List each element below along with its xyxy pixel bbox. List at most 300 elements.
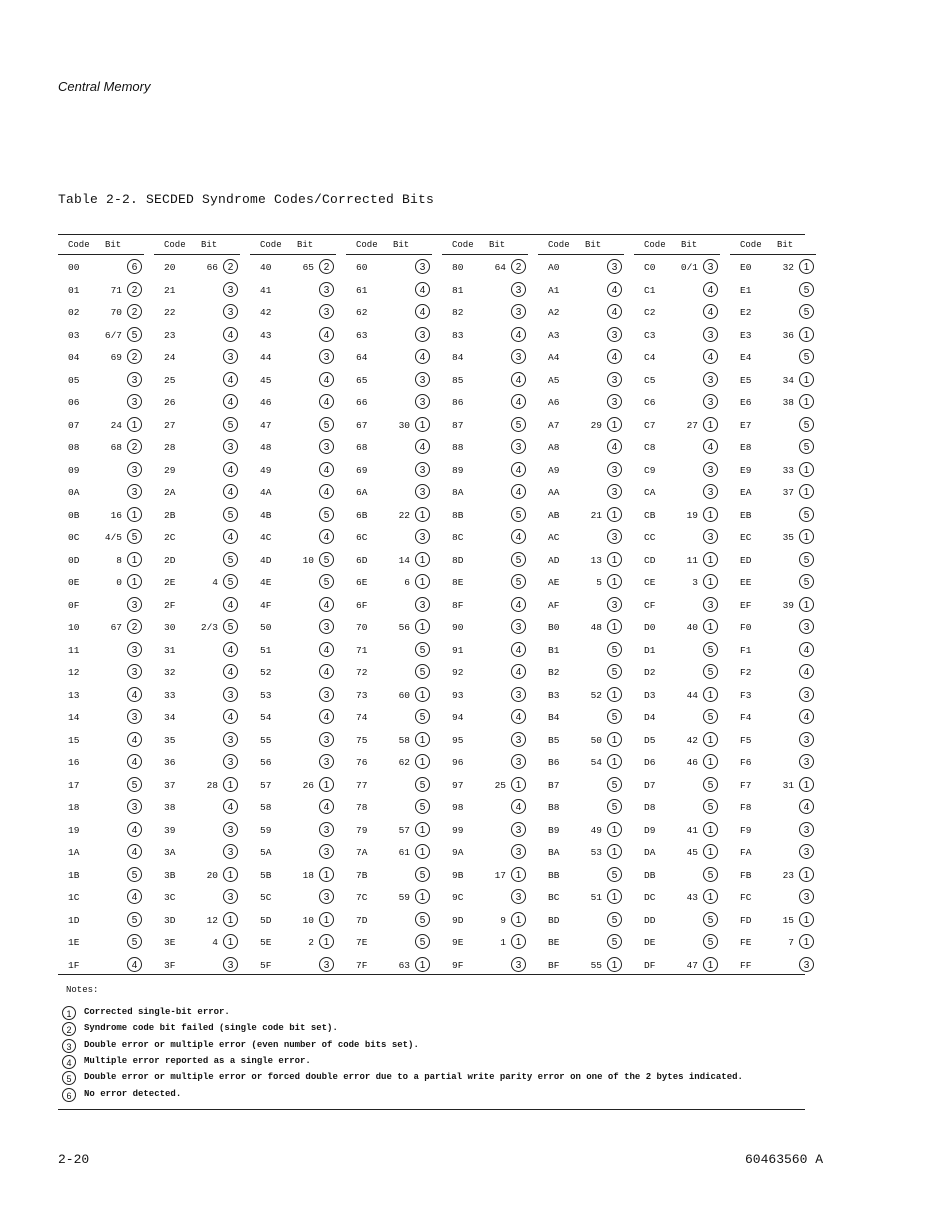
syndrome-code: 12 bbox=[68, 667, 80, 678]
code-header: Code bbox=[452, 240, 474, 250]
syndrome-code: 5F bbox=[260, 959, 272, 971]
syndrome-code: A4 bbox=[548, 352, 560, 363]
syndrome-code: E1 bbox=[740, 284, 752, 296]
note-reference: 5 bbox=[127, 934, 142, 949]
table-row bbox=[442, 731, 528, 754]
syndrome-code: F1 bbox=[740, 644, 752, 656]
note-reference: 3 bbox=[607, 259, 622, 274]
syndrome-code: CD bbox=[644, 554, 656, 566]
corrected-bit: 27 bbox=[686, 419, 698, 431]
syndrome-code: 4C bbox=[260, 532, 272, 543]
table-row bbox=[58, 528, 144, 551]
note-reference: 5 bbox=[415, 799, 430, 814]
page-number: 2-20 bbox=[58, 1152, 90, 1167]
syndrome-code: 93 bbox=[452, 689, 464, 701]
note-reference: 3 bbox=[319, 732, 334, 747]
syndrome-code: 19 bbox=[68, 824, 80, 836]
corrected-bit: 6/7 bbox=[104, 329, 122, 341]
syndrome-code: ED bbox=[740, 554, 752, 566]
column-header bbox=[346, 238, 432, 255]
table-row bbox=[730, 911, 816, 934]
table-row bbox=[442, 528, 528, 551]
table-row bbox=[730, 416, 816, 439]
note-reference: 1 bbox=[415, 844, 430, 859]
note-reference: 1 bbox=[127, 417, 142, 432]
table-row bbox=[346, 326, 432, 349]
table-row bbox=[346, 753, 432, 776]
table-row bbox=[538, 843, 624, 866]
syndrome-code: EF bbox=[740, 599, 752, 611]
corrected-bit: 4/5 bbox=[104, 532, 122, 543]
syndrome-code: 48 bbox=[260, 442, 272, 453]
table-row bbox=[634, 888, 720, 911]
note-reference: 3 bbox=[223, 957, 238, 972]
corrected-bit: 65 bbox=[302, 262, 314, 273]
syndrome-code: DA bbox=[644, 847, 656, 858]
syndrome-code: CE bbox=[644, 577, 656, 588]
syndrome-code: 83 bbox=[452, 329, 464, 341]
table-row bbox=[250, 911, 336, 934]
table-row bbox=[634, 618, 720, 641]
note-reference: 3 bbox=[607, 462, 622, 477]
syndrome-code: 71 bbox=[356, 644, 368, 656]
note-reference: 5 bbox=[319, 552, 334, 567]
syndrome-code: 1D bbox=[68, 914, 80, 926]
note-reference: 1 bbox=[703, 552, 718, 567]
syndrome-code: 85 bbox=[452, 374, 464, 386]
note-reference: 5 bbox=[415, 912, 430, 927]
syndrome-code: 5A bbox=[260, 847, 272, 858]
note-reference: 3 bbox=[511, 619, 526, 634]
table-row bbox=[58, 596, 144, 619]
note-reference: 3 bbox=[415, 327, 430, 342]
syndrome-code: E4 bbox=[740, 352, 752, 363]
syndrome-code: 6A bbox=[356, 487, 368, 498]
syndrome-code: 01 bbox=[68, 284, 80, 296]
syndrome-code: F8 bbox=[740, 802, 752, 813]
table-row bbox=[730, 371, 816, 394]
syndrome-code: 23 bbox=[164, 329, 176, 341]
note-reference: 1 bbox=[319, 867, 334, 882]
corrected-bit: 0 bbox=[116, 577, 122, 588]
syndrome-code: 55 bbox=[260, 734, 272, 746]
syndrome-code: 18 bbox=[68, 802, 80, 813]
note-reference: 4 bbox=[415, 439, 430, 454]
table-row bbox=[58, 708, 144, 731]
note-reference: 1 bbox=[799, 777, 814, 792]
table-row bbox=[730, 281, 816, 304]
corrected-bit: 32 bbox=[782, 262, 794, 273]
table-row bbox=[154, 326, 240, 349]
syndrome-code: 0D bbox=[68, 554, 80, 566]
note-reference: 1 bbox=[319, 912, 334, 927]
table-row bbox=[58, 416, 144, 439]
bit-header: Bit bbox=[681, 240, 698, 250]
syndrome-code: 68 bbox=[356, 442, 368, 453]
note-reference: 5 bbox=[703, 642, 718, 657]
syndrome-code: 61 bbox=[356, 284, 368, 296]
table-row bbox=[730, 438, 816, 461]
table-row bbox=[58, 326, 144, 349]
syndrome-code: 05 bbox=[68, 374, 80, 386]
table-row bbox=[154, 933, 240, 956]
note-text: Double error or multiple error (even number of code bits set). bbox=[84, 1039, 419, 1050]
table-row bbox=[154, 618, 240, 641]
syndrome-code: 35 bbox=[164, 734, 176, 746]
syndrome-code: 9E bbox=[452, 937, 464, 948]
table-row bbox=[154, 596, 240, 619]
code-header: Code bbox=[68, 240, 90, 250]
note-reference: 4 bbox=[223, 642, 238, 657]
syndrome-code: 76 bbox=[356, 757, 368, 768]
table-row bbox=[346, 348, 432, 371]
syndrome-code: 16 bbox=[68, 757, 80, 768]
note-reference: 1 bbox=[703, 732, 718, 747]
note-reference: 4 bbox=[703, 282, 718, 297]
note-reference: 5 bbox=[127, 777, 142, 792]
table-row bbox=[538, 776, 624, 799]
table-row bbox=[346, 438, 432, 461]
table-row bbox=[442, 483, 528, 506]
syndrome-code: A0 bbox=[548, 262, 560, 273]
note-reference: 4 bbox=[415, 304, 430, 319]
syndrome-code: 97 bbox=[452, 779, 464, 791]
syndrome-code: 5C bbox=[260, 892, 272, 903]
note-reference: 3 bbox=[223, 754, 238, 769]
syndrome-code: EB bbox=[740, 509, 752, 521]
table-row bbox=[250, 641, 336, 664]
syndrome-code: 74 bbox=[356, 712, 368, 723]
note-reference: 3 bbox=[415, 484, 430, 499]
syndrome-code: 11 bbox=[68, 644, 80, 656]
syndrome-code: C6 bbox=[644, 397, 656, 408]
syndrome-code: 87 bbox=[452, 419, 464, 431]
table-row bbox=[250, 281, 336, 304]
note-reference: 3 bbox=[799, 619, 814, 634]
table-row bbox=[58, 911, 144, 934]
table-row bbox=[442, 371, 528, 394]
table-row bbox=[250, 483, 336, 506]
note-reference: 3 bbox=[319, 304, 334, 319]
table-row bbox=[634, 663, 720, 686]
syndrome-code: B0 bbox=[548, 622, 560, 633]
note-reference: 3 bbox=[511, 349, 526, 364]
note-reference: 4 bbox=[319, 327, 334, 342]
note-reference: 3 bbox=[607, 327, 622, 342]
note-reference: 3 bbox=[607, 394, 622, 409]
syndrome-code: 1A bbox=[68, 847, 80, 858]
table-row bbox=[58, 461, 144, 484]
table-row bbox=[58, 888, 144, 911]
note-reference: 3 bbox=[703, 529, 718, 544]
table-row bbox=[730, 348, 816, 371]
note-reference: 4 bbox=[511, 394, 526, 409]
table-row bbox=[634, 933, 720, 956]
syndrome-code: AB bbox=[548, 509, 560, 521]
syndrome-code: 0F bbox=[68, 599, 80, 611]
syndrome-code: B6 bbox=[548, 757, 560, 768]
table-row bbox=[442, 393, 528, 416]
syndrome-code: 44 bbox=[260, 352, 272, 363]
table-row bbox=[346, 371, 432, 394]
corrected-bit: 58 bbox=[398, 734, 410, 746]
syndrome-code: 0E bbox=[68, 577, 80, 588]
note-reference: 3 bbox=[415, 597, 430, 612]
note-reference: 5 bbox=[799, 282, 814, 297]
syndrome-code: 7E bbox=[356, 937, 368, 948]
syndrome-code: 10 bbox=[68, 622, 80, 633]
table-row bbox=[250, 708, 336, 731]
syndrome-code: 67 bbox=[356, 419, 368, 431]
corrected-bit: 44 bbox=[686, 689, 698, 701]
table-row bbox=[538, 821, 624, 844]
table-row bbox=[634, 303, 720, 326]
table-row bbox=[634, 438, 720, 461]
syndrome-code: D3 bbox=[644, 689, 656, 701]
table-row bbox=[346, 911, 432, 934]
corrected-bit: 66 bbox=[206, 262, 218, 273]
corrected-bit: 46 bbox=[686, 757, 698, 768]
table-row bbox=[730, 461, 816, 484]
table-row bbox=[250, 461, 336, 484]
syndrome-code: 2A bbox=[164, 487, 176, 498]
syndrome-code: 8C bbox=[452, 532, 464, 543]
table-bottom-rule bbox=[58, 974, 805, 975]
syndrome-code: 49 bbox=[260, 464, 272, 476]
note-reference: 5 bbox=[415, 709, 430, 724]
syndrome-code: DE bbox=[644, 937, 656, 948]
table-row bbox=[442, 663, 528, 686]
syndrome-code: 57 bbox=[260, 779, 272, 791]
syndrome-code: 62 bbox=[356, 307, 368, 318]
corrected-bit: 15 bbox=[782, 914, 794, 926]
syndrome-code: C0 bbox=[644, 262, 656, 273]
note-reference: 3 bbox=[799, 732, 814, 747]
syndrome-code: 4F bbox=[260, 599, 272, 611]
corrected-bit: 25 bbox=[494, 779, 506, 791]
note-reference: 4 bbox=[319, 709, 334, 724]
syndrome-code: D0 bbox=[644, 622, 656, 633]
syndrome-code: C2 bbox=[644, 307, 656, 318]
corrected-bit: 4 bbox=[212, 937, 218, 948]
syndrome-code: 84 bbox=[452, 352, 464, 363]
table-row bbox=[442, 708, 528, 731]
note-reference: 4 bbox=[319, 529, 334, 544]
corrected-bit: 30 bbox=[398, 419, 410, 431]
syndrome-code: 56 bbox=[260, 757, 272, 768]
column-header bbox=[634, 238, 720, 255]
note-reference: 1 bbox=[703, 957, 718, 972]
syndrome-code: 30 bbox=[164, 622, 176, 633]
corrected-bit: 59 bbox=[398, 892, 410, 903]
table-row bbox=[58, 686, 144, 709]
note-number: 3 bbox=[62, 1039, 76, 1053]
table-row bbox=[730, 731, 816, 754]
table-row bbox=[250, 686, 336, 709]
syndrome-code: C4 bbox=[644, 352, 656, 363]
note-reference: 1 bbox=[799, 259, 814, 274]
syndrome-code: 22 bbox=[164, 307, 176, 318]
corrected-bit: 18 bbox=[302, 869, 314, 881]
table-row bbox=[154, 821, 240, 844]
syndrome-code: 6D bbox=[356, 554, 368, 566]
note-reference: 3 bbox=[127, 642, 142, 657]
table-row bbox=[634, 776, 720, 799]
corrected-bit: 68 bbox=[110, 442, 122, 453]
note-reference: 2 bbox=[223, 259, 238, 274]
corrected-bit: 60 bbox=[398, 689, 410, 701]
syndrome-code: B1 bbox=[548, 644, 560, 656]
corrected-bit: 33 bbox=[782, 464, 794, 476]
syndrome-code: 3C bbox=[164, 892, 176, 903]
syndrome-code: BB bbox=[548, 869, 560, 881]
table-row bbox=[346, 933, 432, 956]
syndrome-code: 59 bbox=[260, 824, 272, 836]
table-row bbox=[250, 371, 336, 394]
syndrome-code: F3 bbox=[740, 689, 752, 701]
note-reference: 4 bbox=[511, 709, 526, 724]
syndrome-code: E3 bbox=[740, 329, 752, 341]
table-row bbox=[634, 596, 720, 619]
syndrome-code: 15 bbox=[68, 734, 80, 746]
corrected-bit: 24 bbox=[110, 419, 122, 431]
syndrome-code: F6 bbox=[740, 757, 752, 768]
note-reference: 4 bbox=[319, 484, 334, 499]
table-row bbox=[346, 618, 432, 641]
syndrome-code: BF bbox=[548, 959, 560, 971]
syndrome-code: 45 bbox=[260, 374, 272, 386]
syndrome-code: 31 bbox=[164, 644, 176, 656]
corrected-bit: 28 bbox=[206, 779, 218, 791]
note-reference: 1 bbox=[415, 574, 430, 589]
note-reference: 5 bbox=[223, 574, 238, 589]
table-row bbox=[250, 866, 336, 889]
note-reference: 4 bbox=[799, 642, 814, 657]
note-reference: 3 bbox=[223, 282, 238, 297]
note-reference: 4 bbox=[319, 799, 334, 814]
syndrome-code: F5 bbox=[740, 734, 752, 746]
table-row bbox=[250, 551, 336, 574]
syndrome-code: 70 bbox=[356, 622, 368, 633]
syndrome-code: D8 bbox=[644, 802, 656, 813]
corrected-bit: 40 bbox=[686, 622, 698, 633]
table-row bbox=[154, 708, 240, 731]
note-reference: 5 bbox=[703, 799, 718, 814]
table-row bbox=[250, 326, 336, 349]
syndrome-code: AA bbox=[548, 487, 560, 498]
corrected-bit: 71 bbox=[110, 284, 122, 296]
table-row bbox=[538, 708, 624, 731]
table-row bbox=[730, 888, 816, 911]
table-row bbox=[250, 843, 336, 866]
note-number: 5 bbox=[62, 1071, 76, 1085]
note-reference: 3 bbox=[703, 484, 718, 499]
note-reference: 5 bbox=[799, 417, 814, 432]
bit-header: Bit bbox=[105, 240, 122, 250]
syndrome-code: 96 bbox=[452, 757, 464, 768]
table-row bbox=[58, 281, 144, 304]
corrected-bit: 0/1 bbox=[680, 262, 698, 273]
syndrome-code: BD bbox=[548, 914, 560, 926]
note-reference: 5 bbox=[511, 574, 526, 589]
note-reference: 3 bbox=[703, 259, 718, 274]
corrected-bit: 54 bbox=[590, 757, 602, 768]
note-reference: 5 bbox=[319, 507, 334, 522]
table-row bbox=[538, 483, 624, 506]
table-row bbox=[346, 258, 432, 281]
table-columns bbox=[58, 238, 810, 971]
table-row bbox=[538, 618, 624, 641]
note-reference: 4 bbox=[223, 709, 238, 724]
note-reference: 4 bbox=[319, 597, 334, 612]
note-reference: 4 bbox=[127, 822, 142, 837]
bit-header: Bit bbox=[489, 240, 506, 250]
syndrome-code: 82 bbox=[452, 307, 464, 318]
table-row bbox=[346, 798, 432, 821]
corrected-bit: 57 bbox=[398, 824, 410, 836]
table-row bbox=[730, 596, 816, 619]
table-row bbox=[442, 753, 528, 776]
syndrome-code: FF bbox=[740, 959, 752, 971]
table-row bbox=[346, 281, 432, 304]
table-row bbox=[58, 393, 144, 416]
table-row bbox=[442, 258, 528, 281]
corrected-bit: 5 bbox=[596, 577, 602, 588]
note-reference: 3 bbox=[223, 822, 238, 837]
note-reference: 3 bbox=[223, 889, 238, 904]
syndrome-code: 1C bbox=[68, 892, 80, 903]
corrected-bit: 39 bbox=[782, 599, 794, 611]
note-reference: 1 bbox=[799, 934, 814, 949]
syndrome-code: A7 bbox=[548, 419, 560, 431]
corrected-bit: 64 bbox=[494, 262, 506, 273]
column-header bbox=[442, 238, 528, 255]
note-reference: 3 bbox=[223, 844, 238, 859]
note-reference: 1 bbox=[607, 957, 622, 972]
syndrome-code: 46 bbox=[260, 397, 272, 408]
table-row bbox=[634, 326, 720, 349]
table-row bbox=[442, 618, 528, 641]
table-row bbox=[730, 573, 816, 596]
table-row bbox=[730, 708, 816, 731]
note-reference: 3 bbox=[703, 597, 718, 612]
note-reference: 4 bbox=[127, 732, 142, 747]
table-row bbox=[442, 821, 528, 844]
table-row bbox=[58, 303, 144, 326]
corrected-bit: 47 bbox=[686, 959, 698, 971]
syndrome-code: 32 bbox=[164, 667, 176, 678]
table-row bbox=[250, 596, 336, 619]
corrected-bit: 14 bbox=[398, 554, 410, 566]
note-reference: 3 bbox=[607, 597, 622, 612]
syndrome-code: E6 bbox=[740, 397, 752, 408]
syndrome-code: 54 bbox=[260, 712, 272, 723]
syndrome-code: 52 bbox=[260, 667, 272, 678]
table-row bbox=[538, 258, 624, 281]
note-reference: 4 bbox=[799, 799, 814, 814]
table-row bbox=[250, 528, 336, 551]
table-row bbox=[730, 866, 816, 889]
syndrome-code: 1E bbox=[68, 937, 80, 948]
note-reference: 3 bbox=[319, 844, 334, 859]
syndrome-code: 00 bbox=[68, 262, 80, 273]
syndrome-code: 37 bbox=[164, 779, 176, 791]
note-reference: 3 bbox=[127, 372, 142, 387]
table-row bbox=[634, 843, 720, 866]
note-reference: 4 bbox=[511, 462, 526, 477]
syndrome-code: 40 bbox=[260, 262, 272, 273]
corrected-bit: 48 bbox=[590, 622, 602, 633]
